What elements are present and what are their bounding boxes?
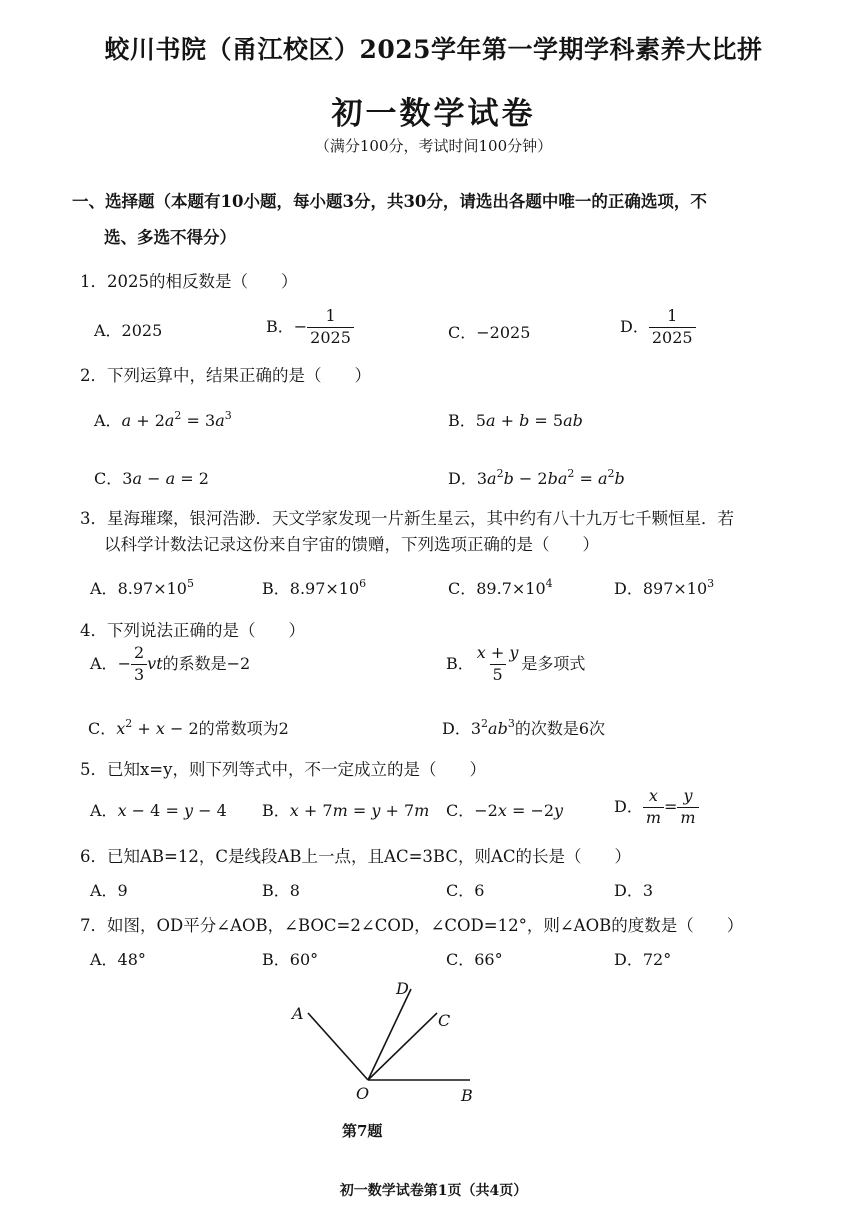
q3-option-d-label: D． (614, 579, 643, 598)
q3-option-c-label: C． (448, 579, 477, 598)
q3-option-a (90, 576, 194, 599)
q1-stem: 1．2025的相反数是（ ） (80, 272, 298, 291)
point-label-d: D (396, 979, 409, 998)
q4-option-a-text: 的系数是−2 (162, 653, 251, 673)
point-label-b: B (461, 1086, 473, 1105)
q2-option-b-label: B． (448, 411, 476, 430)
q5-option-c-label: C． (446, 801, 475, 820)
q2-option-b-formula: 5a + b = 5ab (475, 411, 583, 430)
q3-option-b (262, 576, 366, 599)
q2-option-a-label: A． (94, 411, 122, 430)
q4-option-d-label: D． (442, 719, 471, 738)
q1-option-c: C．−2025 (448, 323, 531, 342)
q2-option-a-formula: $a + 2a^2 = 3a^3$ (121, 409, 232, 430)
page-footer: 初一数学试卷第1页（共4页） (339, 1183, 528, 1199)
q1-option-d (620, 308, 696, 347)
q3-option-d-formula: $897\times 10^3$ (642, 577, 715, 598)
q3-stem-line1: 3．星海璀璨，银河浩渺．天文学家发现一片新生星云，其中约有八十九万七千颗恒星．若 (80, 509, 734, 528)
q2-option-c-formula: 3a − a = 2 (122, 469, 209, 488)
ray-od (368, 989, 411, 1080)
q6-option-c: C．6 (446, 881, 485, 900)
exam-info: （满分100分，考试时间100分钟） (314, 137, 553, 155)
q5-stem: 5．已知x=y，则下列等式中，不一定成立的是（ ） (80, 760, 486, 779)
q3-option-c (448, 576, 553, 599)
q2-option-d-formula: $3a^2b - 2ba^2 = a^2b$ (476, 467, 625, 488)
q3-option-a-formula: $8.97\times 10^5$ (117, 577, 194, 598)
q4-option-b-formula: $\frac{x + y}{5}$ (476, 643, 519, 684)
q1-option-b (266, 308, 354, 347)
q3-option-b-label: B． (262, 579, 290, 598)
q1-option-d-fraction (649, 308, 696, 347)
q1-option-b-label: B． (266, 316, 294, 336)
q3-option-c-formula: $89.7\times 10^4$ (476, 577, 553, 598)
q1-option-b-sign: − (293, 316, 308, 336)
q7-option-d: D．72° (614, 950, 672, 969)
q2-stem: 2．下列运算中，结果正确的是（ ） (80, 366, 371, 385)
q1-option-b-numerator: 1 (325, 306, 336, 325)
point-label-o: O (356, 1084, 370, 1103)
q3-option-b-formula: $8.97\times 10^6$ (289, 577, 367, 598)
q7-figure-caption: 第7题 (342, 1122, 383, 1140)
exam-title: 初一数学试卷 (331, 96, 536, 132)
q4-option-c (88, 716, 289, 739)
q7-option-b: B．60° (262, 950, 319, 969)
q4-option-b (446, 645, 585, 684)
q4-option-c-text: 的常数项为2 (198, 719, 289, 738)
q5-option-d-formula: $\frac{x}{m}$ = $\frac{y}{m}$ (643, 797, 699, 816)
q2-option-b (448, 408, 583, 431)
q4-option-b-label: B． (446, 653, 474, 673)
q1-option-d-numerator: 1 (667, 306, 678, 325)
q5-option-a-label: A． (90, 801, 118, 820)
q1-option-d-label: D． (620, 316, 649, 336)
q7-stem: 7．如图，OD平分∠AOB，∠BOC=2∠COD，∠COD=12°，则∠AOB的度数是（ ） (80, 916, 744, 935)
point-label-a: A (292, 1004, 304, 1023)
q3-option-a-label: A． (90, 579, 118, 598)
q6-option-a: A．9 (90, 881, 128, 900)
q3-stem-line2: 以科学计数法记录这份来自宇宙的馈赠，下列选项正确的是（ ） (104, 535, 599, 554)
q4-option-b-text: 是多项式 (521, 653, 586, 673)
q5-option-b-label: B． (262, 801, 290, 820)
q4-option-c-label: C． (88, 719, 117, 738)
q1-option-b-denominator: 2025 (307, 327, 354, 347)
q4-option-d-formula: $3^2ab^3$ (470, 717, 515, 738)
q1-option-b-fraction (307, 308, 354, 347)
q3-option-d (614, 576, 714, 599)
q7-option-c: C．66° (446, 950, 503, 969)
q2-option-d (448, 466, 625, 489)
q6-option-d: D．3 (614, 881, 654, 900)
q5-option-b (262, 798, 429, 821)
q2-option-d-label: D． (448, 469, 477, 488)
q4-option-a-label: A． (90, 653, 118, 673)
point-label-c: C (438, 1011, 451, 1030)
q7-angle-figure (280, 975, 500, 1115)
q4-stem: 4．下列说法正确的是（ ） (80, 621, 305, 640)
section-heading-line2: 选、多选不得分） (104, 228, 236, 247)
q5-option-d-label: D． (614, 796, 643, 816)
q4-option-c-formula: $x^2 + x - 2$ (116, 717, 199, 738)
q5-option-c (446, 798, 563, 821)
q7-option-a: A．48° (90, 950, 146, 969)
q4-option-a (90, 645, 250, 684)
q5-option-a-formula: x − 4 = y − 4 (117, 801, 227, 820)
ray-oa (308, 1013, 368, 1080)
q5-option-c-formula: −2x = −2y (474, 801, 564, 820)
q4-option-d-text: 的次数是6次 (514, 719, 605, 738)
q4-option-d (442, 716, 605, 739)
q1-option-a: A．2025 (94, 321, 163, 340)
q5-option-a (90, 798, 227, 821)
q6-stem: 6．已知AB=12，C是线段AB上一点，且AC=3BC，则AC的长是（ ） (80, 847, 631, 866)
q4-option-a-formula: − $\frac{2}{3}$ vt (117, 643, 163, 684)
ray-oc (368, 1013, 437, 1080)
section-heading-line1: 一、选择题（本题有10小题，每小题3分，共30分，请选出各题中唯一的正确选项，不 (72, 192, 707, 211)
q2-option-c-label: C． (94, 469, 123, 488)
q5-option-b-formula: x + 7m = y + 7m (289, 801, 430, 820)
q6-option-b: B．8 (262, 881, 300, 900)
q2-option-a (94, 408, 232, 431)
q2-option-c (94, 466, 209, 489)
q5-option-d (614, 788, 699, 827)
school-title: 蛟川书院（甬江校区）2025学年第一学期学科素养大比拼 (104, 35, 763, 64)
q1-option-d-denominator: 2025 (649, 327, 696, 347)
